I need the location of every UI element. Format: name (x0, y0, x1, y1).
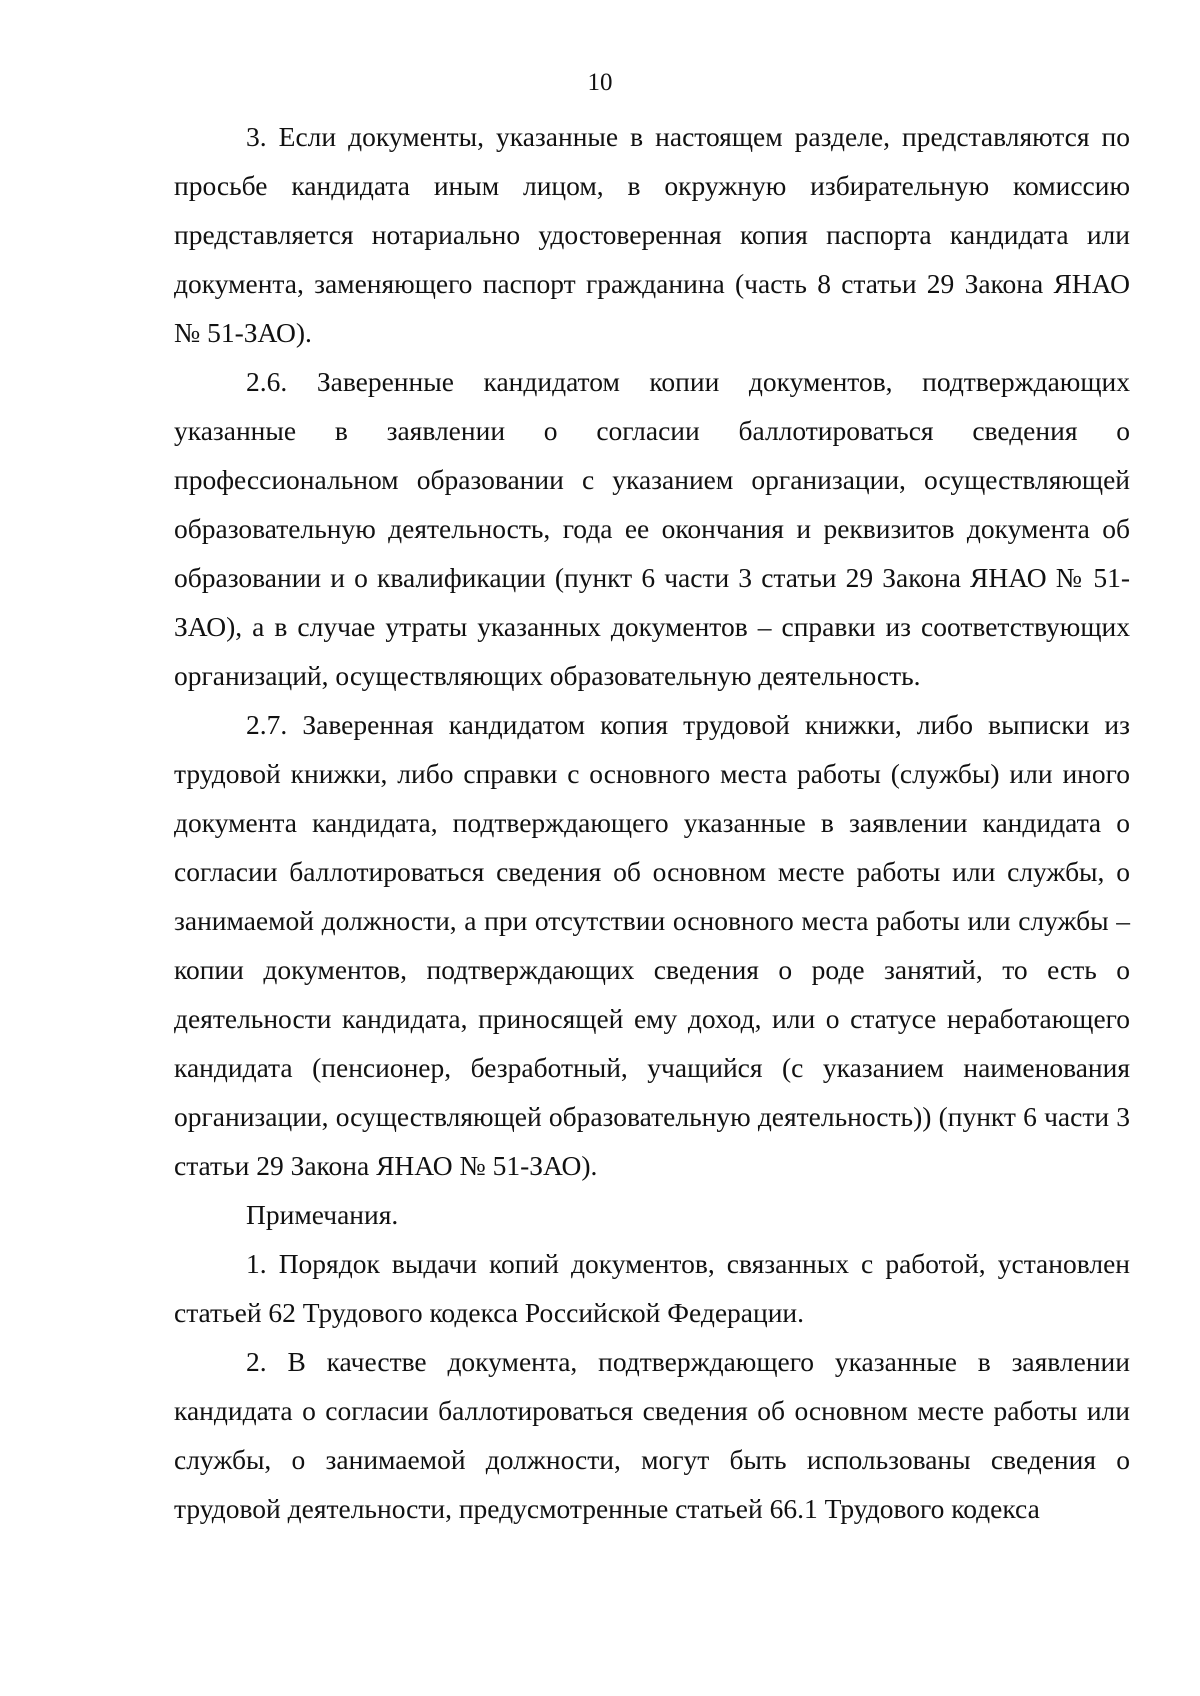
paragraph-3-power-of-attorney: 3. Если документы, указанные в настоящем разделе, представляются по просьбе кандидата иным лицом, в окружную избирательную комиссию представляется нотариально удостоверенная копия паспорта кандидата или документа, заменяющего паспорт гражданина (часть 8 статьи 29 Закона ЯНАО № 51-ЗАО). (174, 121, 1130, 348)
paragraph-2-7-employment-documents: 2.7. Заверенная кандидатом копия трудовой книжки, либо выписки из трудовой книжки, либо справки с основного места работы (службы) или иного документа кандидата, подтверждающего указанные в заявлении кандидата о согласии баллотироваться сведения об основном месте работы или службы, о занимаемой должности, а при отсутствии основного места работы или службы – копии документов, подтверждающих сведения о роде занятий, то есть о деятельности кандидата, приносящей ему доход, или о статусе неработающего кандидата (пенсионер, безработный, учащийся (с указанием наименования организации, осуществляющей образовательную деятельность)) (пункт 6 части 3 статьи 29 Закона ЯНАО № 51-ЗАО). (174, 709, 1130, 1181)
notes-heading: Примечания. (246, 1199, 399, 1230)
note-1: 1. Порядок выдачи копий документов, связанных с работой, установлен статьей 62 Трудового кодекса Российской Федерации. (174, 1248, 1130, 1328)
document-body (174, 112, 1130, 1533)
paragraph-2-6-education-documents: 2.6. Заверенные кандидатом копии документов, подтверждающих указанные в заявлении о согласии баллотироваться сведения о профессиональном образовании с указанием организации, осуществляющей образовательную деятельность, года ее окончания и реквизитов документа об образовании и о квалификации (пункт 6 части 3 статьи 29 Закона ЯНАО № 51-ЗАО), а в случае утраты указанных документов – справки из соответствующих организаций, осуществляющих образовательную деятельность. (174, 366, 1130, 691)
note-2: 2. В качестве документа, подтверждающего указанные в заявлении кандидата о согласии баллотироваться сведения об основном месте работы или службы, о занимаемой должности, могут быть использованы сведения о трудовой деятельности, предусмотренные статьей 66.1 Трудового кодекса (174, 1346, 1130, 1524)
page-number: 10 (587, 69, 613, 96)
